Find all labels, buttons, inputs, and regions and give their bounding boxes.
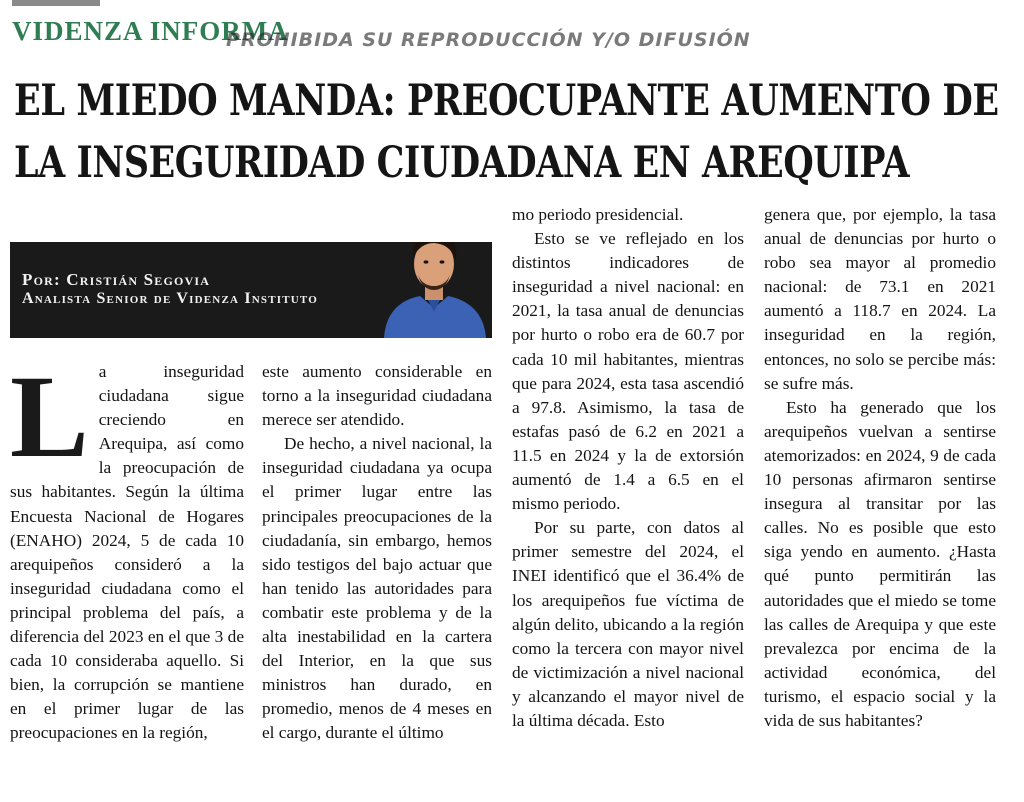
section-label: VIDENZA INFORMA [12, 16, 289, 46]
paragraph-2-continued: mo periodo presidencial. [512, 205, 684, 224]
headline-line-2: LA INSEGURIDAD CIUDADANA EN AREQUIPA [14, 138, 910, 188]
column-4 [764, 203, 996, 733]
top-rule [12, 0, 100, 6]
drop-cap: L [10, 351, 89, 482]
column-2 [262, 360, 492, 746]
byline-author: Por: Cristián Segovia [22, 270, 211, 289]
column-3 [512, 203, 744, 733]
watermark: PROHIBIDA SU REPRODUCCIÓN Y/O DIFUSIÓN [226, 29, 751, 51]
paragraph-3: Esto se ve reflejado en los distintos indicadores de inseguridad a nivel nacional: en 2021, la tasa anual de denuncias por hurto o robo era de 60.7 por cada 10 mil habitantes, mientras que para 2024, esta tasa ascendió a 97.8. Asimismo, la tasa de estafas pasó de 6.2 en 2021 a 11.5 en 2024 y la de extorsión aumentó de 1.4 a 6.5 en el mismo periodo. [512, 229, 744, 514]
byline-role: Analista Senior de Videnza Instituto [22, 290, 319, 307]
paragraph-1: a inseguridad ciudadana sigue creciendo en Arequipa, así como la preocupación de sus habitantes. Según la última Encuesta Nacional de Hogares (ENAHO) 2024, 5 de cada 10 arequipeños consideró a la inseguridad ciudadana como el principal problema del país, a diferencia del 2023 en el que 3 de cada 10 consideraba aquello. Si bien, la corrupción se mantiene en el primer lugar de las preocupaciones en la región, [10, 362, 244, 743]
headline [14, 70, 1014, 194]
paragraph-5: Esto ha generado que los arequipeños vuelvan a sentirse atemorizados: en 2024, 9 de cada 10 personas afirmaron sentirse insegura al transitar por las calles. No es posible que esto siga yendo en aumento. ¿Hasta qué punto permitirán las autoridades que el miedo se tome las calles de Arequipa y que este prevalezca por encima de la actividad económica, del turismo, el espacio social y la vida de sus habitantes? [764, 397, 996, 730]
paragraph-1-continued: este aumento considerable en torno a la inseguridad ciudadana merece ser atendido. [262, 362, 492, 430]
paragraph-4-continued: genera que, por ejemplo, la tasa anual de denuncias por hurto o robo sea mayor al promedio nacional: de 73.1 en 2021 aumentó a 118.7 en 2024. La inseguridad en la región, entonces, no solo se percibe más: se sufre más. [764, 205, 996, 393]
paragraph-4: Por su parte, con datos al primer semestre del 2024, el INEI identificó que el 36.4% de los arequipeños fue víctima de algún delito, ubicando a la región como la tercera con mayor nivel de victimización a nivel nacional y alcanzando el mayor nivel de la última década. Esto [512, 518, 744, 730]
byline-banner [10, 242, 492, 338]
author-photo [376, 242, 492, 338]
paragraph-2: De hecho, a nivel nacional, la inseguridad ciudadana ya ocupa el primer lugar entre las principales preocupaciones de la ciudadanía, sin embargo, hemos sido testigos del bajo actuar que han tenido las autoridades para combatir este problema y de la alta inestabilidad en la cartera del Interior, en la que sus ministros han durado, en promedio, menos de 4 meses en el cargo, durante el último [262, 434, 492, 743]
column-1 [10, 351, 244, 746]
headline-line-1: EL MIEDO MANDA: PREOCUPANTE AUMENTO DE [14, 76, 999, 126]
